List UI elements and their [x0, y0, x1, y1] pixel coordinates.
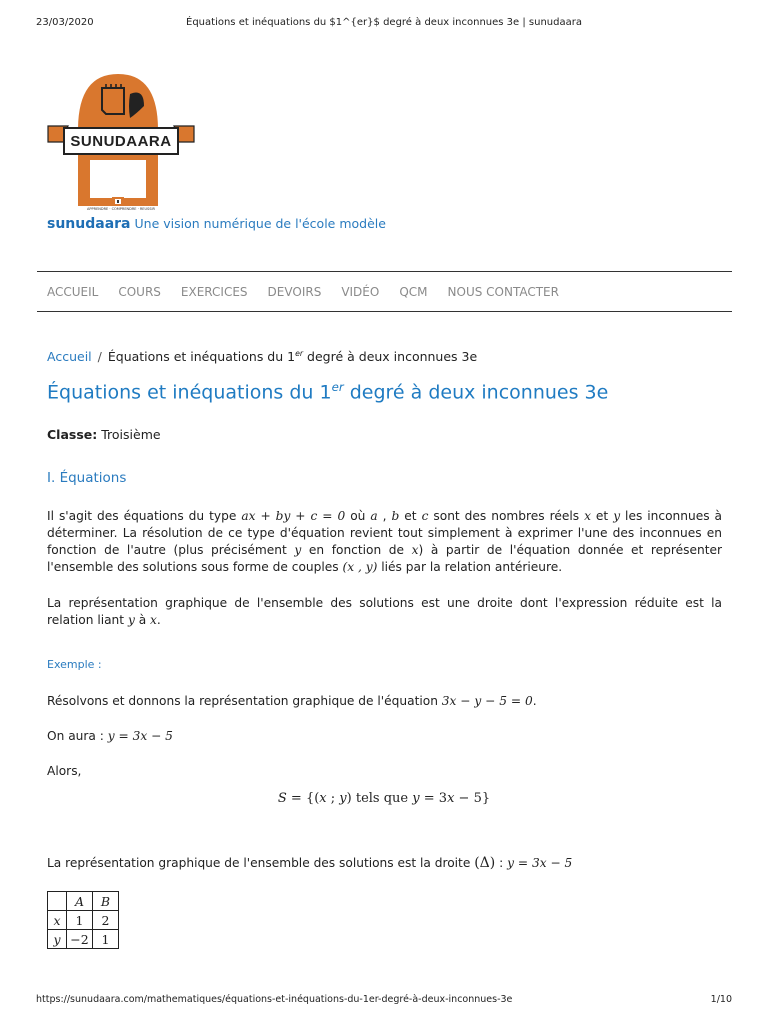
- logo-text: SUNUDAARA: [70, 133, 172, 150]
- table-cell: −2: [67, 930, 93, 949]
- paragraph-intro: Il s'agit des équations du type ax + by + c = 0 où a , b et c sont des nombres réels x et y les inconnues à déterminer. La résolution de ce type d'équation revient tout simplement à exprimer l'une des inconnues en fonction de l'autre (plus précisément y en fonction de x) à partir de l'équation donnée et représenter l'ensemble des solutions sous forme de couples (x , y) liés par la relation antérieure.: [47, 509, 723, 574]
- print-title: Équations et inéquations du $1^{er}$ degré à deux inconnues 3e | sunudaara: [186, 17, 582, 28]
- droite-statement: La représentation graphique de l'ensemble des solutions est la droite (Δ) : y = 3x − 5: [47, 855, 573, 871]
- print-url: https://sunudaara.com/mathematiques/équations-et-inéquations-du-1er-degré-à-deux-inconnues-3e: [36, 994, 513, 1005]
- print-footer: [36, 994, 732, 1005]
- table-header-cell: A: [67, 892, 93, 911]
- table-cell: 1: [93, 930, 119, 949]
- section-heading-equations: I. Équations: [47, 470, 127, 486]
- nav-devoirs[interactable]: DEVOIRS: [267, 284, 322, 299]
- classe-info: [47, 427, 161, 442]
- print-header: [36, 17, 732, 28]
- table-row: [48, 911, 119, 930]
- solution-set-equation: S = {(x ; y) tels que y = 3x − 5}: [277, 791, 491, 806]
- paragraph-graph: La représentation graphique de l'ensemble des solutions est une droite dont l'expression réduite est la relation liant y à x.: [47, 596, 722, 627]
- table-cell: 2: [93, 911, 119, 930]
- main-nav: [37, 271, 732, 312]
- site-name[interactable]: sunudaara: [47, 216, 131, 232]
- table-cell: x: [48, 911, 67, 930]
- values-table: [47, 891, 119, 949]
- classe-value: Troisième: [97, 427, 161, 442]
- site-tagline: [47, 216, 386, 232]
- breadcrumb-separator: /: [97, 349, 102, 365]
- table-header-row: [48, 892, 119, 911]
- logo-small-text: APPRENDRE · COMPRENDRE · REUSSIR: [87, 207, 155, 211]
- nav-contact[interactable]: NOUS CONTACTER: [447, 284, 559, 299]
- breadcrumb-current: Équations et inéquations du 1er degré à deux inconnues 3e: [107, 349, 478, 365]
- table-cell: 1: [67, 911, 93, 930]
- nav-accueil[interactable]: ACCUEIL: [47, 284, 99, 299]
- nav-cours[interactable]: COURS: [118, 284, 161, 299]
- example-statement: Résolvons et donnons la représentation graphique de l'équation 3x − y − 5 = 0.: [47, 694, 537, 708]
- tagline-text: Une vision numérique de l'école modèle: [134, 216, 386, 231]
- example-result: On aura : y = 3x − 5: [47, 729, 173, 743]
- site-logo[interactable]: [46, 70, 196, 210]
- nav-qcm[interactable]: QCM: [399, 284, 428, 299]
- table-header-cell: B: [93, 892, 119, 911]
- table-row: [48, 930, 119, 949]
- breadcrumb-home[interactable]: Accueil: [47, 349, 92, 365]
- table-cell: y: [48, 930, 67, 949]
- page-title: Équations et inéquations du 1er degré à deux inconnues 3e: [47, 380, 609, 404]
- table-cell: [48, 892, 67, 911]
- example-label: Exemple :: [47, 658, 102, 671]
- nav-video[interactable]: VIDÉO: [341, 284, 380, 299]
- print-date: 23/03/2020: [36, 17, 94, 28]
- alors-text: Alors,: [47, 764, 82, 778]
- print-page-number: 1/10: [710, 994, 732, 1005]
- nav-exercices[interactable]: EXERCICES: [180, 284, 248, 299]
- breadcrumb: [47, 349, 477, 364]
- classe-label: Classe:: [47, 427, 98, 442]
